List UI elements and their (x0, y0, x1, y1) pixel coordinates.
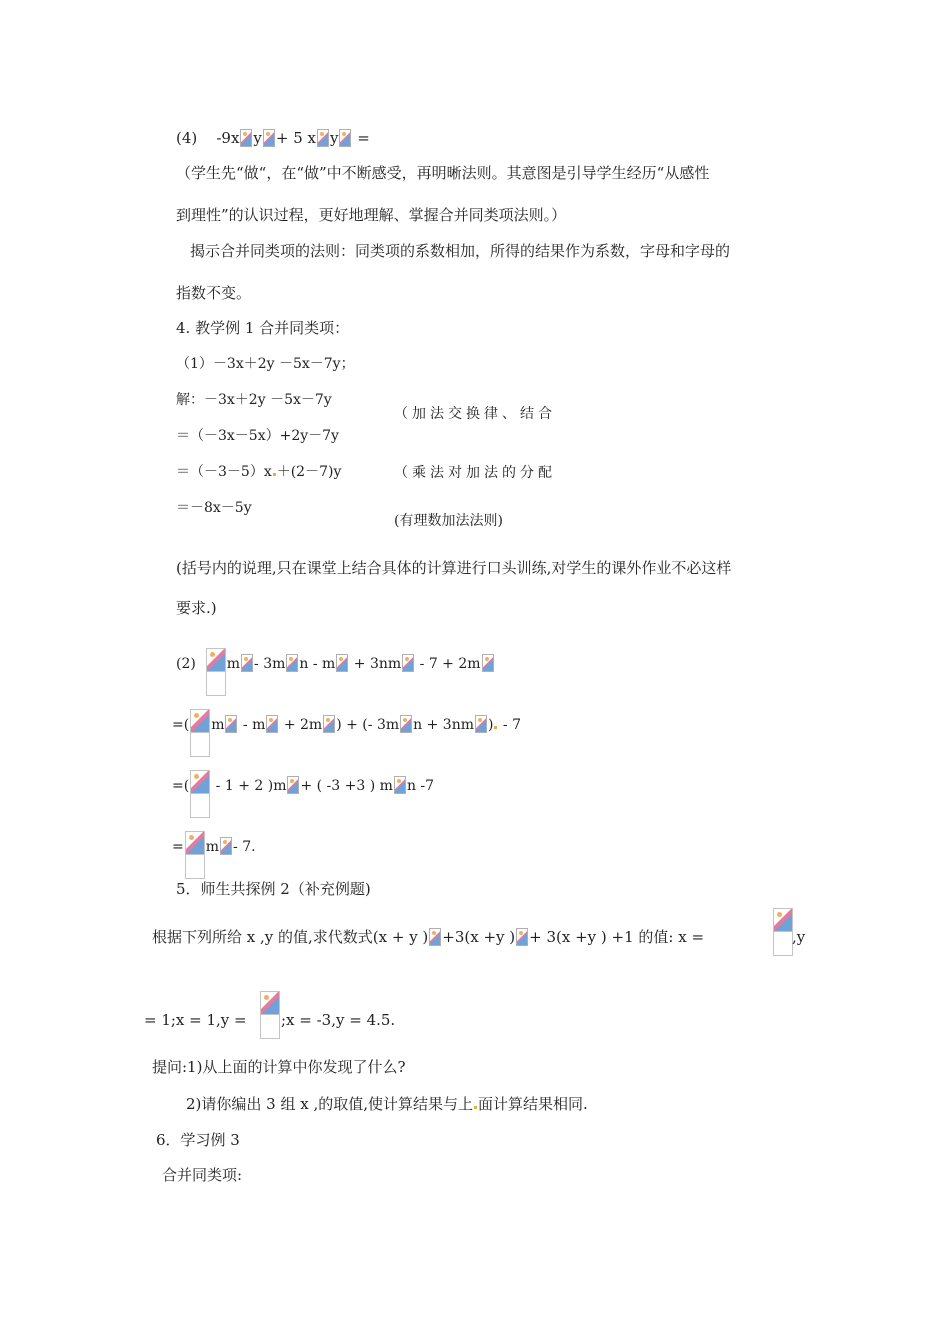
broken-image-icon (240, 129, 252, 147)
broken-image-icon (400, 715, 412, 733)
dot-mark (474, 1106, 477, 1109)
broken-image-icon (266, 715, 278, 733)
part-2-row-4: = m - 7. (172, 831, 256, 879)
reason-1: （加法交换律、结合 (394, 406, 556, 422)
example-1-problem: （1）－3x＋2y －5x－7y； (176, 356, 355, 372)
broken-image-icon (475, 715, 487, 733)
broken-image-icon (336, 654, 348, 672)
broken-image-icon (339, 129, 351, 147)
broken-image-icon (190, 709, 210, 757)
broken-image-icon (516, 928, 528, 946)
example-2-line-1: 根据下列所给 x ,y 的值,求代数式(x + y ) +3(x +y ) + 3(x +y ) +1 的值: x = (152, 928, 705, 946)
broken-image-icon (190, 770, 210, 818)
broken-image-icon (206, 648, 226, 696)
example-3-sub: 合并同类项: (162, 1166, 243, 1184)
broken-image-icon (286, 654, 298, 672)
broken-image-icon (260, 991, 280, 1039)
broken-image-icon (773, 908, 793, 956)
part-2-row-1: (2) m - 3m n - m + 3nm - 7 + 2m (176, 648, 495, 696)
broken-image-icon (317, 129, 329, 147)
part-2-row-3: =( - 1 + 2 )m + ( -3 +3 ) m n -7 (172, 770, 434, 818)
broken-image-icon (323, 715, 335, 733)
rule-line-2: 指数不变。 (176, 284, 252, 302)
rule-line-1: 揭示合并同类项的法则：同类项的系数相加，所得的结果作为系数，字母和字母的 (190, 242, 731, 260)
broken-image-icon (287, 776, 299, 794)
part-2-row-2: =( m - m + 2m ) + (- 3m n + 3nm ) - 7 (172, 709, 521, 757)
solution-line-3: ＝（－3－5）x ＋(2－7)y (176, 464, 342, 480)
solution-line-1: 解：－3x＋2y －5x－7y (176, 392, 332, 408)
solution-line-2: ＝（－3x－5x）+2y－7y (176, 428, 339, 444)
example-2-line-1-end: ,y (792, 928, 806, 946)
question-1: 提问:1)从上面的计算中你发现了什么? (152, 1058, 406, 1076)
example-2-heading: 5．师生共探例 2（补充例题) (176, 880, 371, 898)
item-label: (4) (176, 129, 198, 147)
broken-image-icon (394, 776, 406, 794)
item-4-expression: (4) -9x y + 5 x y = (176, 129, 370, 147)
broken-image-icon (185, 831, 205, 879)
remark-line-1: (括号内的说理,只在课堂上结合具体的计算进行口头训练,对学生的课外作业不必这样 (176, 559, 732, 577)
solution-line-4: ＝－8x－5y (176, 500, 252, 516)
fraction-image (772, 908, 794, 956)
teaching-note-line-1: （学生先“做“，在“做”中不断感受，再明晰法则。其意图是引导学生经历“从感性 (176, 164, 710, 182)
remark-line-2: 要求.) (176, 599, 217, 617)
example-3-heading: 6．学习例 3 (156, 1131, 240, 1149)
example-1-heading: 4. 教学例 1 合并同类项： (176, 319, 350, 337)
broken-image-icon (241, 654, 253, 672)
broken-image-icon (220, 837, 232, 855)
broken-image-icon (429, 928, 441, 946)
dot-mark (273, 473, 276, 476)
reason-3: (有理数加法法则) (394, 513, 503, 529)
fraction-image (259, 991, 281, 1039)
broken-image-icon (402, 654, 414, 672)
reason-2: （乘法对加法的分配 (394, 465, 556, 481)
example-2-line-2: = 1;x = 1,y = (144, 1011, 247, 1029)
broken-image-icon (225, 715, 237, 733)
broken-image-icon (482, 654, 494, 672)
example-2-line-2-end: ;x = -3,y = 4.5. (281, 1011, 396, 1029)
teaching-note-line-2: 到理性”的认识过程，更好地理解、掌握合并同类项法则。） (176, 206, 567, 224)
question-2: 2)请你编出 3 组 x ,的取值,使计算结果与上 面计算结果相同. (186, 1095, 588, 1113)
broken-image-icon (263, 129, 275, 147)
